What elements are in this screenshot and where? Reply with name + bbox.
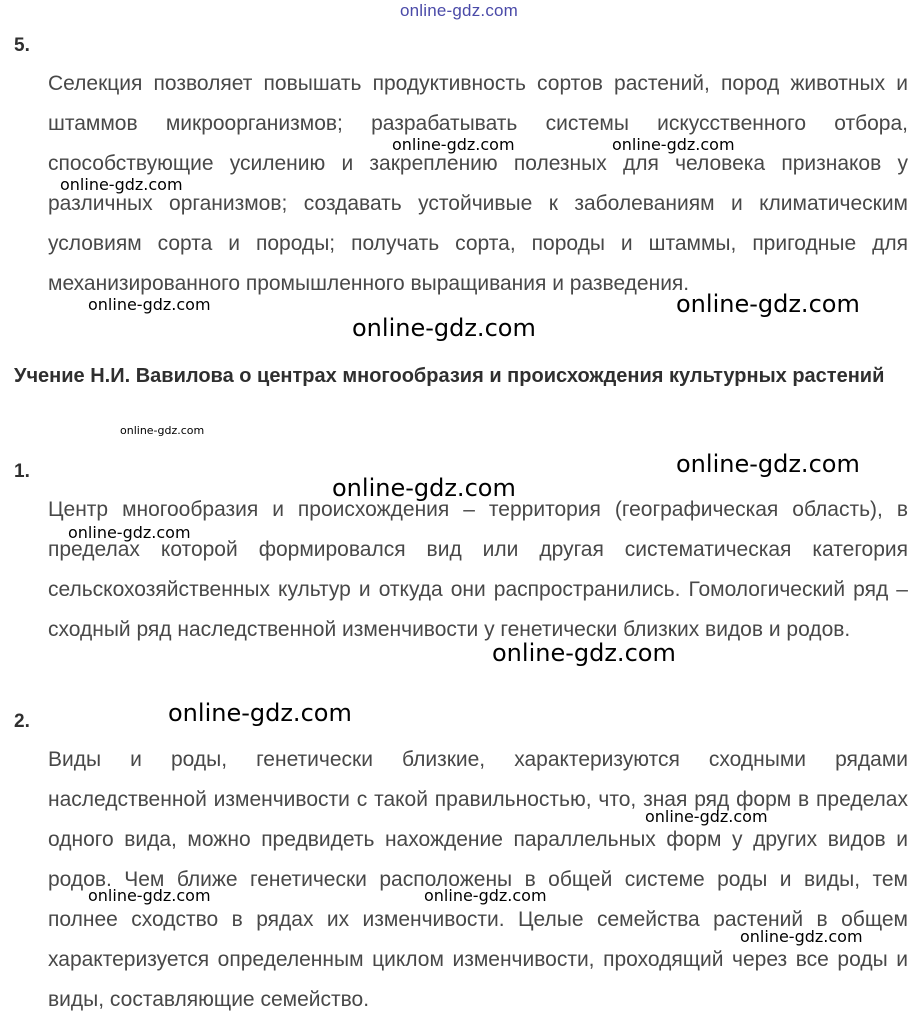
watermark: online-gdz.com [352, 314, 536, 342]
section-heading: Учение Н.И. Вавилова о центрах многообразия и происхождения культурных растений [14, 365, 885, 387]
section-2-text: Виды и роды, генетически близкие, характеризуются сходными рядами наследственной изменчивости с такой правильностью, что, зная ряд форм в пределах одного вида, можно предвидеть нахождение параллельных форм у других видов и родов. Чем ближе генетически расположены в общей системе роды и виды, тем полнее сходство в рядах их изменчивости. Целые семейства растений в общем характеризуется определенным циклом изменчивости, проходящий через все роды и виды, составляющие семейство. [48, 748, 908, 1011]
watermark: online-gdz.com [60, 175, 183, 194]
watermark: online-gdz.com [168, 699, 352, 727]
watermark: online-gdz.com [68, 523, 191, 542]
watermark: online-gdz.com [676, 290, 860, 318]
watermark: online-gdz.com [612, 135, 735, 154]
section-5-number: 5. [14, 35, 30, 56]
watermark: online-gdz.com [88, 295, 211, 314]
watermark: online-gdz.com [392, 135, 515, 154]
section-2-number: 2. [14, 711, 30, 732]
section-1-number: 1. [14, 461, 30, 482]
watermark: online-gdz.com [88, 886, 211, 905]
section-1-text: Центр многообразия и происхождения – территория (географическая область), в пределах которой формировался вид или другая систематическая категория сельскохозяйственных культур и откуда они распространились. Гомологический ряд – сходный ряд наследственной изменчивости у генетически близких видов и родов. [48, 498, 908, 641]
watermark: online-gdz.com [740, 927, 863, 946]
watermark: online-gdz.com [120, 424, 205, 437]
watermark: online-gdz.com [332, 474, 516, 502]
watermark: online-gdz.com [645, 807, 768, 826]
top-watermark: online-gdz.com [399, 1, 519, 20]
watermark: online-gdz.com [676, 450, 860, 478]
watermark: online-gdz.com [492, 639, 676, 667]
watermark: online-gdz.com [424, 886, 547, 905]
section-5-text: Селекция позволяет повышать продуктивность сортов растений, пород животных и штаммов микроорганизмов; разрабатывать системы искусственного отбора, способствующие усилению и закреплению полезных для человека признаков у различных организмов; создавать устойчивые к заболеваниям и климатическим условиям сорта и породы; получать сорта, породы и штаммы, пригодные для механизированного промышленного выращивания и разведения. [48, 72, 908, 295]
